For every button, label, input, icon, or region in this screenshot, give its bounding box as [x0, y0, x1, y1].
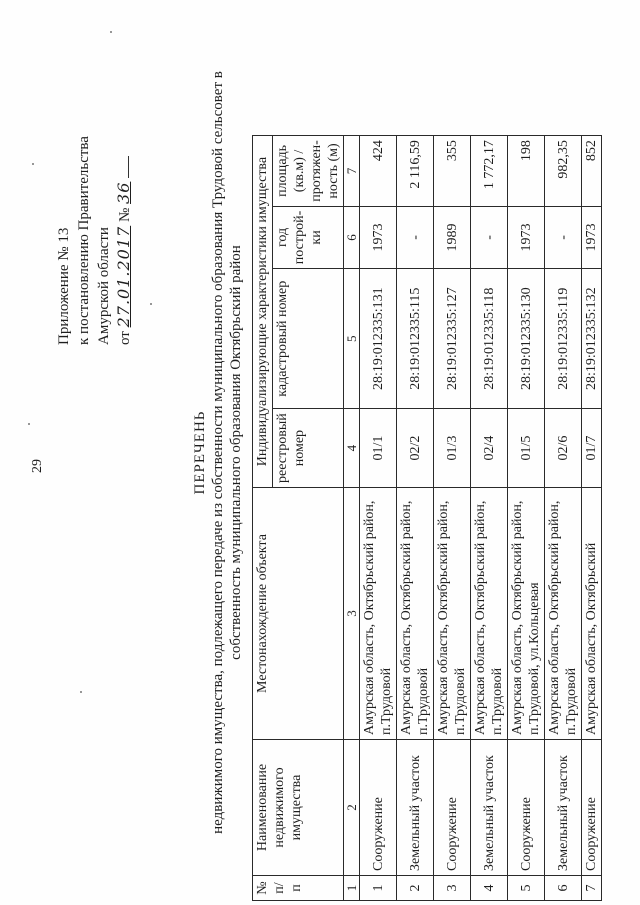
- property-name: Земельный участок: [397, 740, 434, 876]
- appendix-date-line: [114, 136, 135, 345]
- header-row-1: [253, 136, 273, 901]
- col-header-year: год построй-ки: [273, 206, 344, 269]
- cadastral-number: 28:19:012335:132: [582, 269, 602, 409]
- appendix-resolution: к постановлению Правительства: [76, 136, 92, 345]
- property-location: Амурская область, Октябрьский район, п.Трудовой, ул.Кольцевая: [508, 488, 545, 740]
- col-header-individual: Индивидуализирующие характеристики имущества: [253, 136, 273, 488]
- registry-number: 02/2: [397, 409, 434, 488]
- cadastral-number: 28:19:012335:115: [397, 269, 434, 409]
- build-year: 1973: [508, 206, 545, 269]
- table-row: [471, 136, 508, 901]
- col-header-location: Местонахождение объекта: [253, 488, 344, 740]
- table-row: [582, 136, 602, 901]
- column-index: 6: [344, 206, 360, 269]
- appendix-region: Амурской области: [96, 227, 112, 345]
- table-row: [360, 136, 397, 901]
- column-index-row: [344, 136, 360, 901]
- property-location: Амурская область, Октябрьский: [582, 488, 602, 740]
- property-table: [252, 135, 602, 901]
- table-row: [434, 136, 471, 901]
- property-location: Амурская область, Октябрьский район, п.Трудовой: [545, 488, 582, 740]
- scan-speck: [110, 31, 112, 33]
- build-year: 1973: [360, 206, 397, 269]
- cadastral-number: 28:19:012335:131: [360, 269, 397, 409]
- cadastral-number: 28:19:012335:130: [508, 269, 545, 409]
- registry-number: 02/4: [471, 409, 508, 488]
- property-name: Сооружение: [508, 740, 545, 876]
- number-prefix: №: [117, 207, 133, 223]
- appendix-title: Приложение № 13: [56, 227, 72, 345]
- cadastral-number: 28:19:012335:127: [434, 269, 471, 409]
- column-index: 1: [344, 876, 360, 901]
- table-row: [545, 136, 582, 901]
- build-year: 1989: [434, 206, 471, 269]
- column-index: 7: [344, 136, 360, 207]
- property-location: Амурская область, Октябрьский район, п.Трудовой: [434, 488, 471, 740]
- area-length: 424: [360, 136, 397, 207]
- area-length: 198: [508, 136, 545, 207]
- registry-number: 01/5: [508, 409, 545, 488]
- build-year: 1973: [582, 206, 602, 269]
- property-location: Амурская область, Октябрьский район, п.Трудовой: [471, 488, 508, 740]
- date-prefix: от: [117, 331, 133, 345]
- cadastral-number: 28:19:012335:118: [471, 269, 508, 409]
- document-subtitle-line2: собственность муниципального образования Октябрьский район: [228, 245, 244, 660]
- col-header-name: Наименование недвижимого имущества: [253, 740, 344, 876]
- registry-number: 02/6: [545, 409, 582, 488]
- row-number: 4: [471, 876, 508, 901]
- table-row: [397, 136, 434, 901]
- table-row: [508, 136, 545, 901]
- page-number: 29: [30, 459, 45, 473]
- registry-number: 01/3: [434, 409, 471, 488]
- scan-speck: [150, 303, 152, 305]
- col-header-num: № п/п: [253, 876, 344, 901]
- row-number: 6: [545, 876, 582, 901]
- column-index: 4: [344, 409, 360, 488]
- property-name: Сооружение: [582, 740, 602, 876]
- column-index: 2: [344, 740, 360, 876]
- build-year: -: [471, 206, 508, 269]
- area-length: 355: [434, 136, 471, 207]
- property-name: Земельный участок: [545, 740, 582, 876]
- area-length: 982,35: [545, 136, 582, 207]
- handwritten-date: 27.01.2017: [114, 225, 133, 328]
- area-length: 2 116,59: [397, 136, 434, 207]
- property-location: Амурская область, Октябрьский район, п.Трудовой: [397, 488, 434, 740]
- property-name: Земельный участок: [471, 740, 508, 876]
- row-number: 5: [508, 876, 545, 901]
- cadastral-number: 28:19:012335:119: [545, 269, 582, 409]
- registry-number: 01/7: [582, 409, 602, 488]
- handwritten-number: 36: [114, 181, 133, 204]
- build-year: -: [397, 206, 434, 269]
- property-location: Амурская область, Октябрьский район, п.Трудовой: [360, 488, 397, 740]
- underline-tail: [128, 156, 129, 178]
- col-header-reg: реестровый номер: [273, 409, 344, 488]
- area-length: 852: [582, 136, 602, 207]
- property-name: Сооружение: [434, 740, 471, 876]
- row-number: 7: [582, 876, 602, 901]
- column-index: 3: [344, 488, 360, 740]
- col-header-cadastral: кадастровый номер: [273, 269, 344, 409]
- row-number: 1: [360, 876, 397, 901]
- row-number: 2: [397, 876, 434, 901]
- row-number: 3: [434, 876, 471, 901]
- registry-number: 01/1: [360, 409, 397, 488]
- scan-speck: [28, 423, 30, 425]
- appendix-block: [54, 136, 135, 345]
- build-year: -: [545, 206, 582, 269]
- document-subtitle-line1: недвижимого имущества, подлежащего передаче из собственности муниципального образования Трудовой сельсовет в: [210, 71, 226, 834]
- area-length: 1 772,17: [471, 136, 508, 207]
- property-name: Сооружение: [360, 740, 397, 876]
- column-index: 5: [344, 269, 360, 409]
- document-heading: ПЕРЕЧЕНЬ: [192, 410, 208, 495]
- col-header-area: площадь (кв.м) / протяжен-ность (м): [273, 136, 344, 207]
- scan-speck: [32, 163, 34, 165]
- scan-speck: [80, 691, 82, 693]
